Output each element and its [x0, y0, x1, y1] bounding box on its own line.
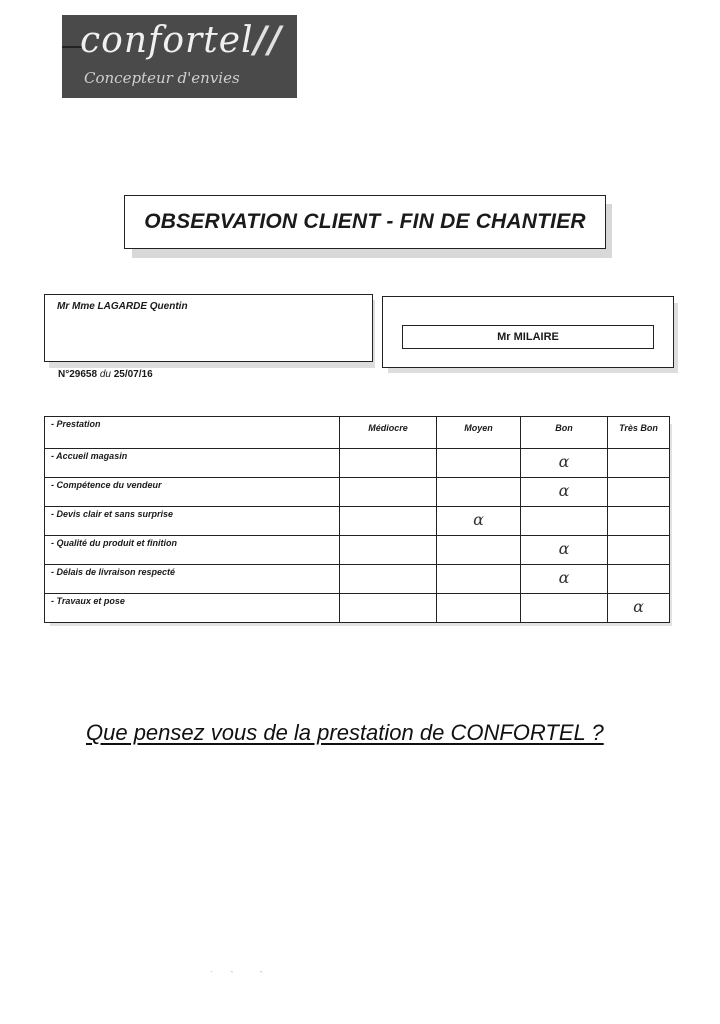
cell-tres-bon[interactable]	[608, 507, 670, 536]
table-row	[45, 449, 670, 478]
rating-mark: α	[473, 510, 484, 529]
order-du: du	[99, 369, 111, 380]
table-row	[45, 536, 670, 565]
cell-mediocre[interactable]	[340, 478, 437, 507]
cell-mediocre[interactable]	[340, 594, 437, 623]
table-row	[45, 565, 670, 594]
row-label: - Travaux et pose	[45, 594, 340, 623]
logo-slash: //	[253, 19, 282, 61]
row-label: - Devis clair et sans surprise	[45, 507, 340, 536]
cell-bon[interactable]	[521, 565, 608, 594]
cell-bon[interactable]	[521, 449, 608, 478]
row-label: - Compétence du vendeur	[45, 478, 340, 507]
cell-tres-bon[interactable]	[608, 594, 670, 623]
table-row	[45, 594, 670, 623]
order-reference	[58, 369, 153, 380]
row-label: - Accueil magasin	[45, 449, 340, 478]
logo-brand-text: confortel	[80, 20, 254, 61]
header-bon: Bon	[521, 417, 608, 449]
row-label: - Qualité du produit et finition	[45, 536, 340, 565]
rating-mark: α	[558, 481, 570, 500]
cell-tres-bon[interactable]	[608, 449, 670, 478]
cell-bon[interactable]	[521, 594, 608, 623]
header-mediocre: Médiocre	[340, 417, 437, 449]
order-number: N°29658	[58, 369, 98, 380]
header-tres-bon: Très Bon	[608, 417, 670, 449]
header-prestation: - Prestation	[45, 417, 340, 449]
cell-tres-bon[interactable]	[608, 536, 670, 565]
rating-header-row	[45, 417, 670, 449]
row-label: - Délais de livraison respecté	[45, 565, 340, 594]
table-row	[45, 507, 670, 536]
title-box	[124, 195, 606, 249]
cell-bon[interactable]	[521, 507, 608, 536]
rating-mark: α	[558, 568, 570, 587]
cell-moyen[interactable]	[437, 565, 521, 594]
header-moyen: Moyen	[437, 417, 521, 449]
cell-moyen[interactable]	[437, 478, 521, 507]
logo-tagline: Concepteur d'envies	[84, 69, 240, 87]
cell-mediocre[interactable]	[340, 507, 437, 536]
table-row	[45, 478, 670, 507]
client-name: Mr Mme LAGARDE Quentin	[57, 301, 188, 312]
cell-bon[interactable]	[521, 478, 608, 507]
feedback-question: Que pensez vous de la prestation de CONFORTEL ?	[86, 720, 604, 745]
technician-box	[382, 296, 674, 368]
logo-brand	[80, 19, 282, 61]
cell-moyen[interactable]	[437, 536, 521, 565]
cell-moyen[interactable]	[437, 594, 521, 623]
cell-mediocre[interactable]	[340, 449, 437, 478]
confortel-logo	[62, 15, 297, 98]
rating-mark: α	[558, 452, 570, 471]
cell-bon[interactable]	[521, 536, 608, 565]
page-title: OBSERVATION CLIENT - FIN DE CHANTIER	[144, 210, 586, 233]
cell-mediocre[interactable]	[340, 536, 437, 565]
cell-mediocre[interactable]	[340, 565, 437, 594]
client-box	[44, 294, 373, 362]
rating-mark: α	[558, 539, 570, 558]
cell-moyen[interactable]	[437, 449, 521, 478]
cell-tres-bon[interactable]	[608, 478, 670, 507]
technician-name: Mr MILAIRE	[402, 325, 654, 349]
order-date: 25/07/16	[113, 369, 153, 380]
rating-mark: α	[633, 597, 644, 616]
logo-line	[62, 46, 82, 48]
cell-tres-bon[interactable]	[608, 565, 670, 594]
rating-table	[44, 416, 670, 623]
cell-moyen[interactable]	[437, 507, 521, 536]
scan-specks: · - -	[210, 967, 263, 976]
